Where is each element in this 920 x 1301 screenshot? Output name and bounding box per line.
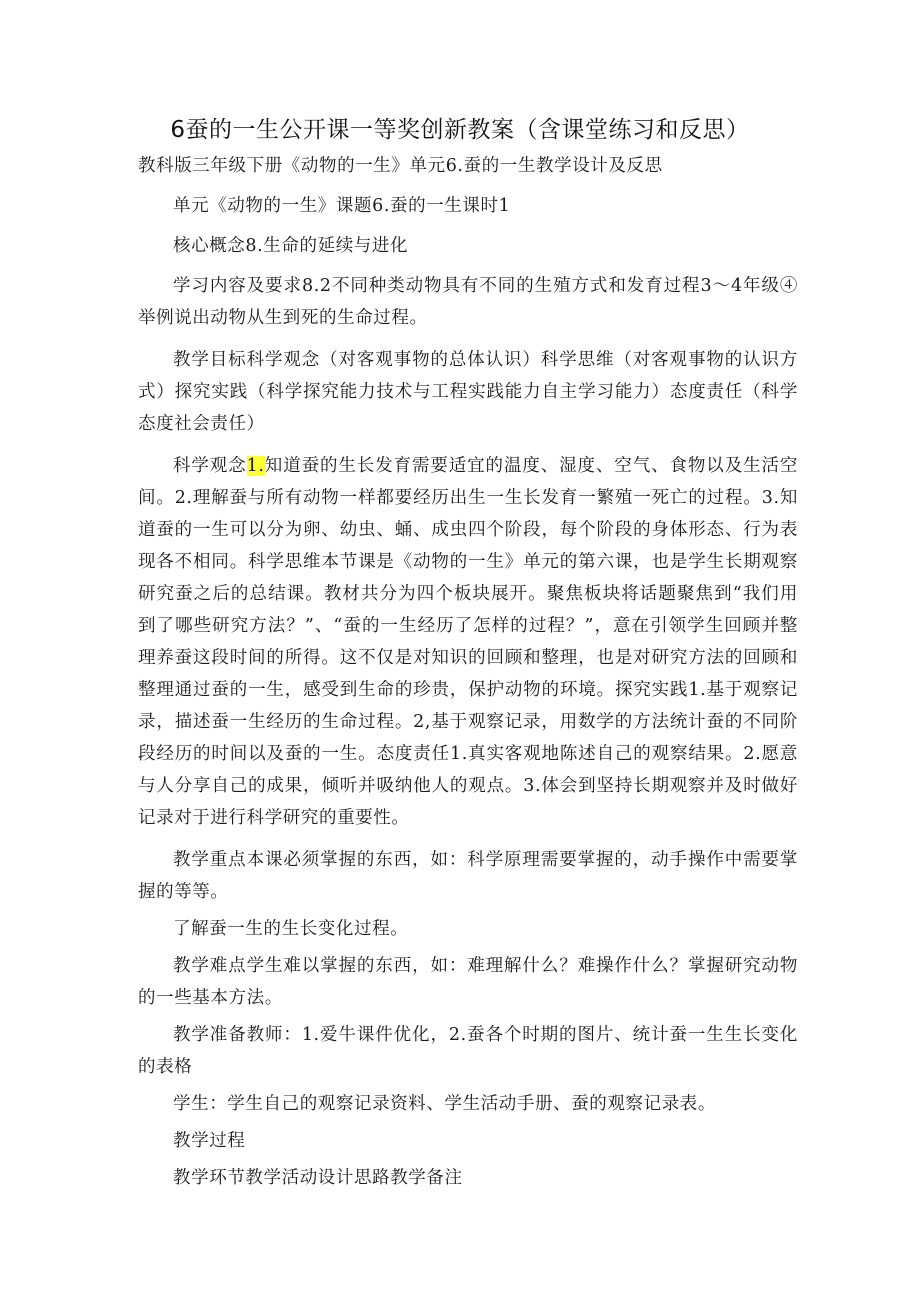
key-points-paragraph: 教学重点本课必须掌握的东西，如：科学原理需要掌握的，动手操作中需要掌握的等等。	[138, 850, 798, 902]
difficulty-paragraph: 教学难点学生难以掌握的东西，如：难理解什么？难操作什么？掌握研究动物的一些基本方法。	[138, 956, 798, 1008]
science-rest: 知道蚕的生长发育需要适宜的温度、湿度、空气、食物以及生活空间。2.理解蚕与所有动物一样都要经历出生一生长发育一繁殖一死亡的过程。3.知道蚕的一生可以分为卵、幼虫、蛹、成虫四个阶段，每个阶段的身体形态、行为表现各不相同。科学思维本节课是《动物的一生》单元的第六课，也是学生长期观察研究蚕之后的总结课。教材共分为四个板块展开。聚焦板块将话题聚焦到“我们用到了哪些研究方法？”、“蚕的一生经历了怎样的过程？”，意在引领学生回顾并整理养蚕这段时间的所得。这不仅是对知识的回顾和整理，也是对研究方法的回顾和整理通过蚕的一生，感受到生命的珍贵，保护动物的环境。探究实践1.基于观察记录，描述蚕一生经历的生命过程。2,基于观察记录，用数学的方法统计蚕的不同阶段经历的时间以及蚕的一生。态度责任1.真实客观地陈述自己的观察结果。2.愿意与人分享自己的成果，倾听并吸纳他人的观点。3.体会到坚持长期观察并及时做好记录对于进行科学研究的重要性。	[138, 456, 798, 828]
document-body	[138, 150, 798, 1194]
highlighted-text: 1.	[246, 456, 265, 476]
teaching-goal-paragraph: 教学目标科学观念（对客观事物的总体认识）科学思维（对客观事物的认识方式）探究实践（科学探究能力技术与工程实践能力自主学习能力）态度责任（科学态度社会责任）	[138, 350, 798, 434]
teaching-process-heading: 教学过程	[173, 1131, 246, 1151]
document-title: 6蚕的一生公开课一等奖创新教案（含课堂练习和反思）	[170, 117, 750, 143]
learning-content-paragraph: 学习内容及要求8.2不同种类动物具有不同的生殖方式和发育过程3～4年级④举例说出动物从生到死的生命过程。	[138, 276, 798, 328]
core-concept-paragraph: 核心概念8.生命的延续与进化	[173, 236, 409, 256]
key-point-detail: 了解蚕一生的生长变化过程。	[173, 919, 409, 939]
science-prefix: 科学观念	[173, 456, 247, 476]
table-header-line: 教学环节教学活动设计思路教学备注	[173, 1168, 463, 1188]
preparation-teacher-paragraph: 教学准备教师：1.爱牛课件优化，2.蚕各个时期的图片、统计蚕一生生长变化的表格	[138, 1025, 798, 1077]
unit-paragraph: 单元《动物的一生》课题6.蚕的一生课时1	[173, 196, 511, 216]
science-concept-paragraph	[138, 450, 798, 834]
subtitle-paragraph: 教科版三年级下册《动物的一生》单元6.蚕的一生教学设计及反思	[138, 156, 663, 176]
preparation-student-paragraph: 学生：学生自己的观察记录资料、学生活动手册、蚕的观察记录表。	[173, 1094, 716, 1114]
